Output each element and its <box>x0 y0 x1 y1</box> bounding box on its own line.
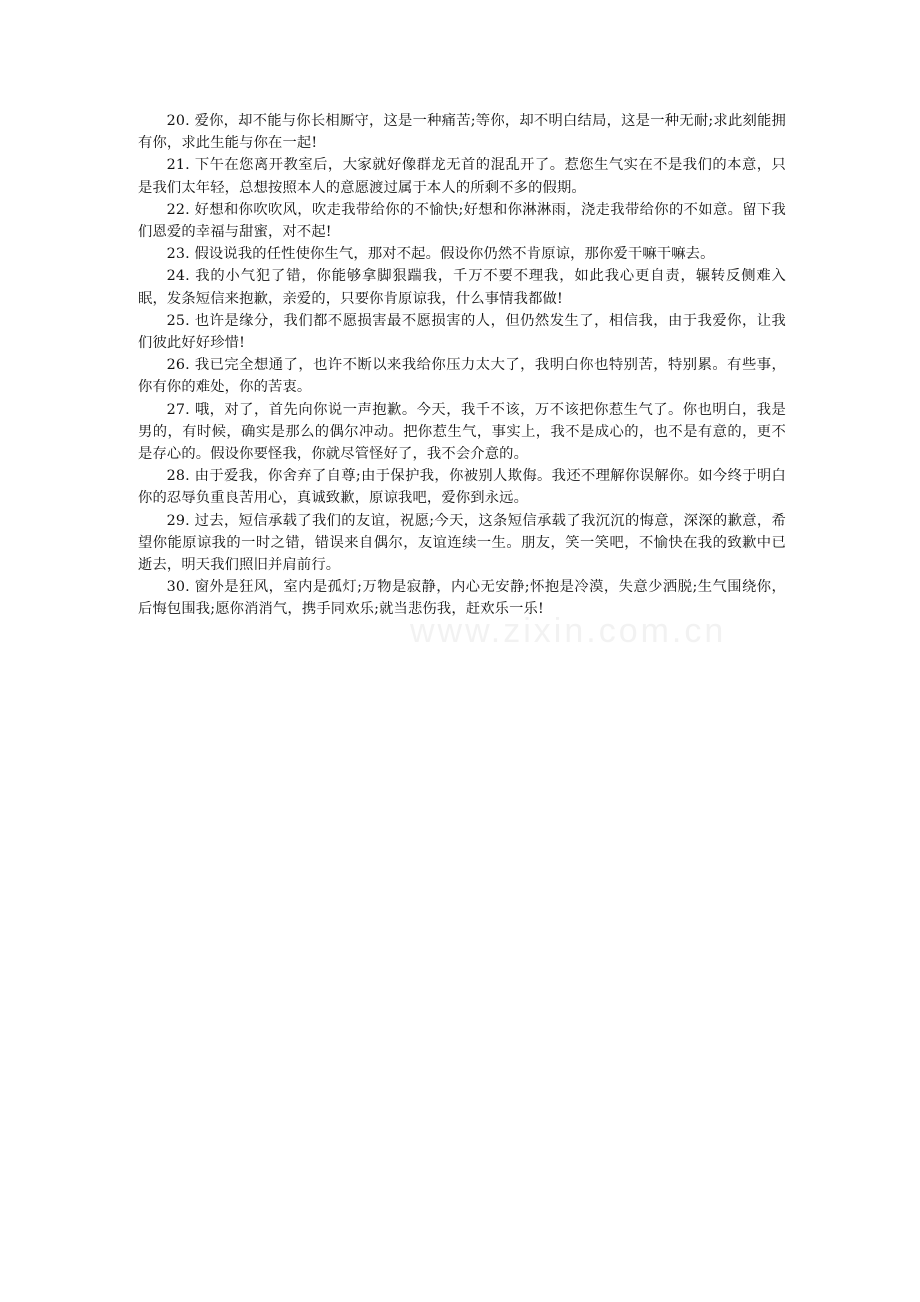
paragraph-30: 30. 窗外是狂风，室内是孤灯;万物是寂静，内心无安静;怀抱是冷漠，失意少洒脱;生气围绕你，后悔包围我;愿你消消气，携手同欢乐;就当悲伤我，赶欢乐一乐! <box>138 579 786 618</box>
paragraph-20: 20. 爱你，却不能与你长相厮守，这是一种痛苦;等你，却不明白结局，这是一种无耐;求此刻能拥有你，求此生能与你在一起! <box>138 113 786 152</box>
paragraph-22: 22. 好想和你吹吹风，吹走我带给你的不愉快;好想和你淋淋雨，浇走我带给你的不如意。留下我们恩爱的幸福与甜蜜，对不起! <box>138 201 786 241</box>
paragraph-29: 29. 过去，短信承载了我们的友谊，祝愿;今天，这条短信承载了我沉沉的悔意，深深的歉意，希望你能原谅我的一时之错，错误来自偶尔，友谊连续一生。朋友，笑一笑吧，不愉快在我的致歉中已逝去，明天我们照旧并肩前行。 <box>138 512 786 574</box>
paragraph-26: 26. 我已完全想通了，也许不断以来我给你压力太大了，我明白你也特别苦，特别累。有些事，你有你的难处，你的苦衷。 <box>138 357 786 396</box>
paragraph-27: 27. 哦，对了，首先向你说一声抱歉。今天，我千不该，万不该把你惹生气了。你也明白，我是男的，有时候，确实是那么的偶尔冲动。把你惹生气，事实上，我不是成心的，也不是有意的，更不是存心的。假设你要怪我，你就尽管怪好了，我不会介意的。 <box>138 401 786 463</box>
paragraph-23: 23. 假设说我的任性使你生气，那对不起。假设你仍然不肯原谅，那你爱干嘛干嘛去。 <box>166 246 715 263</box>
watermark: www.zixin.com.cn <box>410 612 727 650</box>
paragraph-25: 25. 也许是缘分，我们都不愿损害最不愿损害的人，但仍然发生了，相信我，由于我爱你，让我们彼此好好珍惜! <box>138 312 786 352</box>
paragraph-28: 28. 由于爱我，你舍弃了自尊;由于保护我，你被别人欺侮。我还不理解你误解你。如今终于明白你的忍辱负重良苦用心，真诚致歉，原谅我吧，爱你到永远。 <box>138 468 786 507</box>
paragraph-21: 21. 下午在您离开教室后，大家就好像群龙无首的混乱开了。惹您生气实在不是我们的本意，只是我们太年轻，总想按照本人的意愿渡过属于本人的所剩不多的假期。 <box>138 157 786 196</box>
document-body <box>138 110 786 621</box>
paragraph-24: 24. 我的小气犯了错，你能够拿脚狠踹我，千万不要不理我，如此我心更自责，辗转反侧难入眠，发条短信来抱歉，亲爱的，只要你肯原谅我，什么事情我都做! <box>138 268 786 307</box>
